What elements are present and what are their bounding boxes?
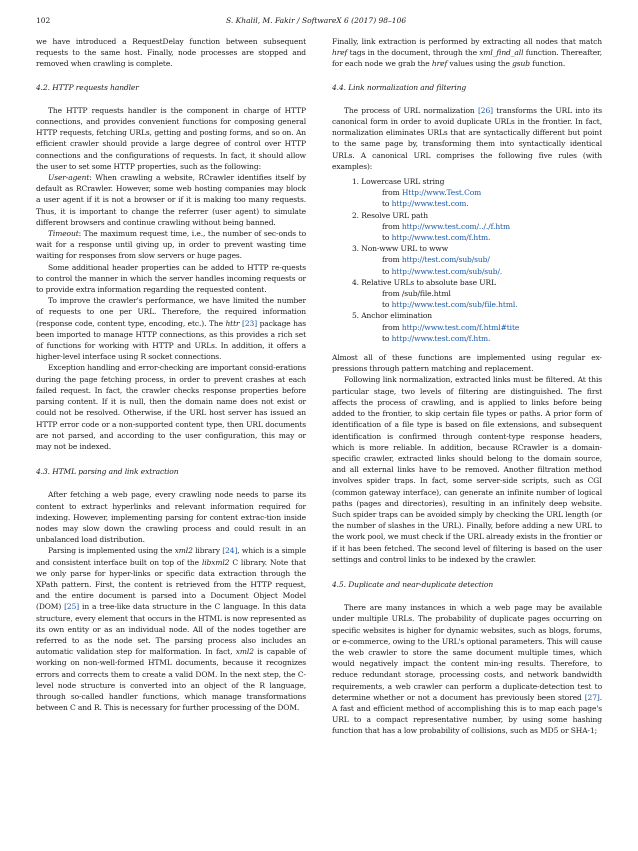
rule-label: 4. Relative URLs to absolute base URL [352,277,496,287]
text: to [382,233,392,243]
url-text: /sub/file.html [401,289,451,299]
pkg-httr: httr [225,318,240,328]
page-number: 102 [36,16,51,25]
left-column [36,36,306,713]
citation-26[interactable]: [26] [477,105,493,115]
section-4-5-title: 4.5. Duplicate and near-duplicate detection [332,579,494,589]
text: : When crawling a website, RCrawler identifies itself by default as RCrawler. However, some web hosting companies may block a user agent if it is not a browser or if it is making too many requests. Thus, it is important to change the referrer (user agent) to simulate different browsers and continue crawling without being banned. [36,173,306,227]
citation-25[interactable]: [25] [64,602,80,612]
url-link[interactable]: http://www.test.com. [391,199,469,209]
citation-24[interactable]: [24] [222,546,238,556]
running-head: S. Khalil, M. Fakir / SoftwareX 6 (2017) 98–106 [226,16,407,25]
rule-label: 2. Resolve URL path [352,210,428,220]
url-link[interactable]: http://www.test.com/sub/file.html. [391,300,518,310]
paragraph-timeout [36,228,306,262]
url-link[interactable]: Http://www.Test.Com [401,188,482,198]
rule-to [352,266,602,277]
text: to [382,333,392,343]
term-timeout: Timeout [48,229,79,239]
text: from [382,188,402,198]
paragraph [36,295,306,362]
section-4-3-title: 4.3. HTML parsing and link extraction [36,467,179,477]
text: tags in the document, through the [347,48,480,58]
rule-from [352,221,602,232]
url-link[interactable]: http://www.test.com/f.html#tite [401,322,520,332]
paragraph: Almost all of these functions are implemented using regular ex-pressions through pattern matching and replacement. [332,353,602,374]
text: is capable of working on non-well-formed HTML documents, because it recognizes errors and corrects them to create a valid DOM. In the next step, the C-level node structure is converted into an object of the R language, through so-called handler functions, which manage transformations between C and R. This is necessary for further processing of the DOM. [36,647,307,713]
paragraph: Exception handling and error-checking are important consid-erations during the page fetching process, in order to prevent crashes at each failed request. In fact, the crawler checks response properties before parsing content. If it is null, then the domain name does not exist or could not be resolved. Otherwise, if the URL host server has issued an HTTP error code or a non-supported content type, then URL documents are not parsed, and according to the user configuration, this may or may not be indexed. [36,363,306,451]
paragraph: After fetching a web page, every crawling node needs to parse its content to extract hyperlinks and relevant information required for indexing. However, implementing parsing for content extrac-tion inside nodes may slow down the crawling process and could result in an unbalanced load distribution. [36,490,306,545]
code-xml-find-all: xml_find_all [479,48,524,58]
rule-to [352,232,602,243]
text: The process of URL normalization [344,105,478,115]
rule-from [352,322,602,333]
url-link[interactable]: http://www.test.com/.././f.htm [401,221,510,231]
text: function. [530,59,566,69]
text: from [382,221,402,231]
paragraph: The HTTP requests handler is the component in charge of HTTP connections, and provides convenient functions for composing general HTTP requests, fetching URLs, getting and posting forms, and so on. An efficient crawler should provide a large degree of control over HTTP connections and the configurations of requests. In fact, it should allow the user to set some HTTP properties, such as the following: [36,105,306,171]
rule-from [352,187,602,198]
url-link[interactable]: http://www.test.com/f.htm. [391,333,491,343]
text: function. Thereafter, for each node we grab the [332,48,602,69]
url-link[interactable]: http://www.test.com/sub/sub/. [391,266,503,276]
code-gsub: gsub [512,59,530,69]
text: C library. Note that we only parse for hyper-links or specific data extraction through the XPath pattern. First, the content is retrieved from the HTTP request, and the entire document is parsed into a Document Object Model (DOM) [36,557,306,612]
right-column [332,36,602,737]
rule-label: 1. Lowercase URL string [352,177,445,187]
text: Finally, link extraction is performed by extracting all nodes that match [332,37,602,46]
list-item [352,210,602,244]
text: from [382,289,402,299]
paragraph: Following link normalization, extracted links must be filtered. At this particular stage, two levels of filtering are distinguished. The first affects the process of crawling, and is applied to links before being added to the frontier, to skip certain file types or paths. A prior form of identification of a file type is based on file extensions, and subsequent identification is confirmed through content-type response headers, which is more reliable. In addition, because RCrawler is a domain-specific crawler, extracted links should belong to the domain source, and all external links have to be removed. Another filtration method involves spider traps. In fact, some server-side scripts, such as CGI (common gateway interface), can generate an infinite number of logical paths (pages and directories), resulting in an infinitely deep website. Such spider traps can be avoided simply by checking the URL length (or the number of slashes in the URL). Finally, before adding a new URL to the work pool, we must check if the URL already exists in the frontier or if it has been fetched. The second level of filtering is based on the user settings and control links to be indexed by the crawler. [332,375,602,564]
text: to [382,266,392,276]
rule-from [352,288,602,299]
rule-to [352,198,602,209]
list-item [352,310,602,344]
normalization-rules-list [332,176,602,344]
intro-paragraph: we have introduced a RequestDelay function between subsequent requests to the same host. Finally, node processes are stopped and removed when crawling is complete. [36,37,306,69]
text: package has been imported to manage HTTP connections, as this provides a rich set of functions for working with HTTP and URLs. In addition, it offers a higher-level interface using R socket connections. [36,318,306,362]
text: in a tree-like data structure in the C language. In this data structure, every element that occurs in the HTML is now represented as its own entity or as an individual node. All of the nodes together are referred to as the node set. The parsing process also includes an automatic validation step for malformation. In fact, [36,602,306,657]
pkg-libxml2: libxml2 [201,557,230,567]
code-href: href [332,48,348,58]
code-href: href [431,59,448,69]
pkg-xml2: xml2 [235,647,254,657]
text: values using the [447,59,513,69]
text: from [382,322,402,332]
term-user-agent: User-agent [48,173,90,183]
url-link[interactable]: http://test.com/sub/sub/ [401,255,490,265]
list-item [352,243,602,277]
pkg-xml2: xml2 [174,546,193,556]
section-4-4-title: 4.4. Link normalization and filtering [332,82,467,92]
rule-label: 3. Non-www URL to www [352,244,449,254]
rule-to [352,333,602,344]
rule-from [352,254,602,265]
section-4-2-title: 4.2. HTTP requests handler [36,82,139,92]
paragraph-user-agent [36,172,306,228]
text: : The maximum request time, i.e., the number of sec-onds to wait for a response until giving up, in order to prevent wasting time waiting for responses from slow servers or huge pages. [36,229,306,261]
text: To improve the crawler's performance, we have limited the number of requests to one per URL. Therefore, the required information (response code, content type, encoding, etc.). The [36,296,306,328]
paragraph [332,36,602,70]
text: to [382,199,392,209]
url-link[interactable]: http://www.test.com/f.htm. [391,233,491,243]
list-item [352,277,602,311]
paragraph: Some additional header properties can be added to HTTP re-quests to control the manner in which the server handles incoming requests or to provide extra information regarding the requested content. [36,262,306,295]
text: , which is a simple and consistent interface built on top of the [36,546,306,567]
text: to [382,300,392,310]
citation-23[interactable]: [23] [242,318,258,328]
text: from [382,255,402,265]
text: transforms the URL into its canonical form in order to avoid duplicate URLs in the frontier. In fact, normalization eliminates URLs that are syntactically different but point to the same page by, transforming them into syntactically identical URLs. A canonical URL comprises the following five rules (with examples): [332,105,602,171]
text: . A fast and efficient method of accomplishing this is to map each page's URL to a compact representative number, by using some hashing function that has a low probability of collisions, such as MD5 or SHA-1; [332,692,602,736]
paragraph [36,545,306,713]
rule-to [352,299,602,310]
text: library [192,546,223,556]
rule-label: 5. Anchor elimination [352,311,433,321]
list-item [352,176,602,210]
citation-27[interactable]: [27] [584,692,600,702]
text: There are many instances in which a web page may be available under multiple URLs. The probability of duplicate pages occurring on specific websites is higher for dynamic websites, such as blogs, forums, or e-commerce, owing to the URL's optional parameters. This will cause the web crawler to store the same document multiple times, which would negatively impact the content min-ing results. Therefore, to reduce redundant storage, processing costs, and network bandwidth requirements, a web crawler can perform a duplicate-detection test to determine whether or not a document has previously been stored [332,603,602,702]
text: Parsing is implemented using the [48,546,175,556]
paragraph [332,105,602,172]
paragraph [332,602,602,736]
